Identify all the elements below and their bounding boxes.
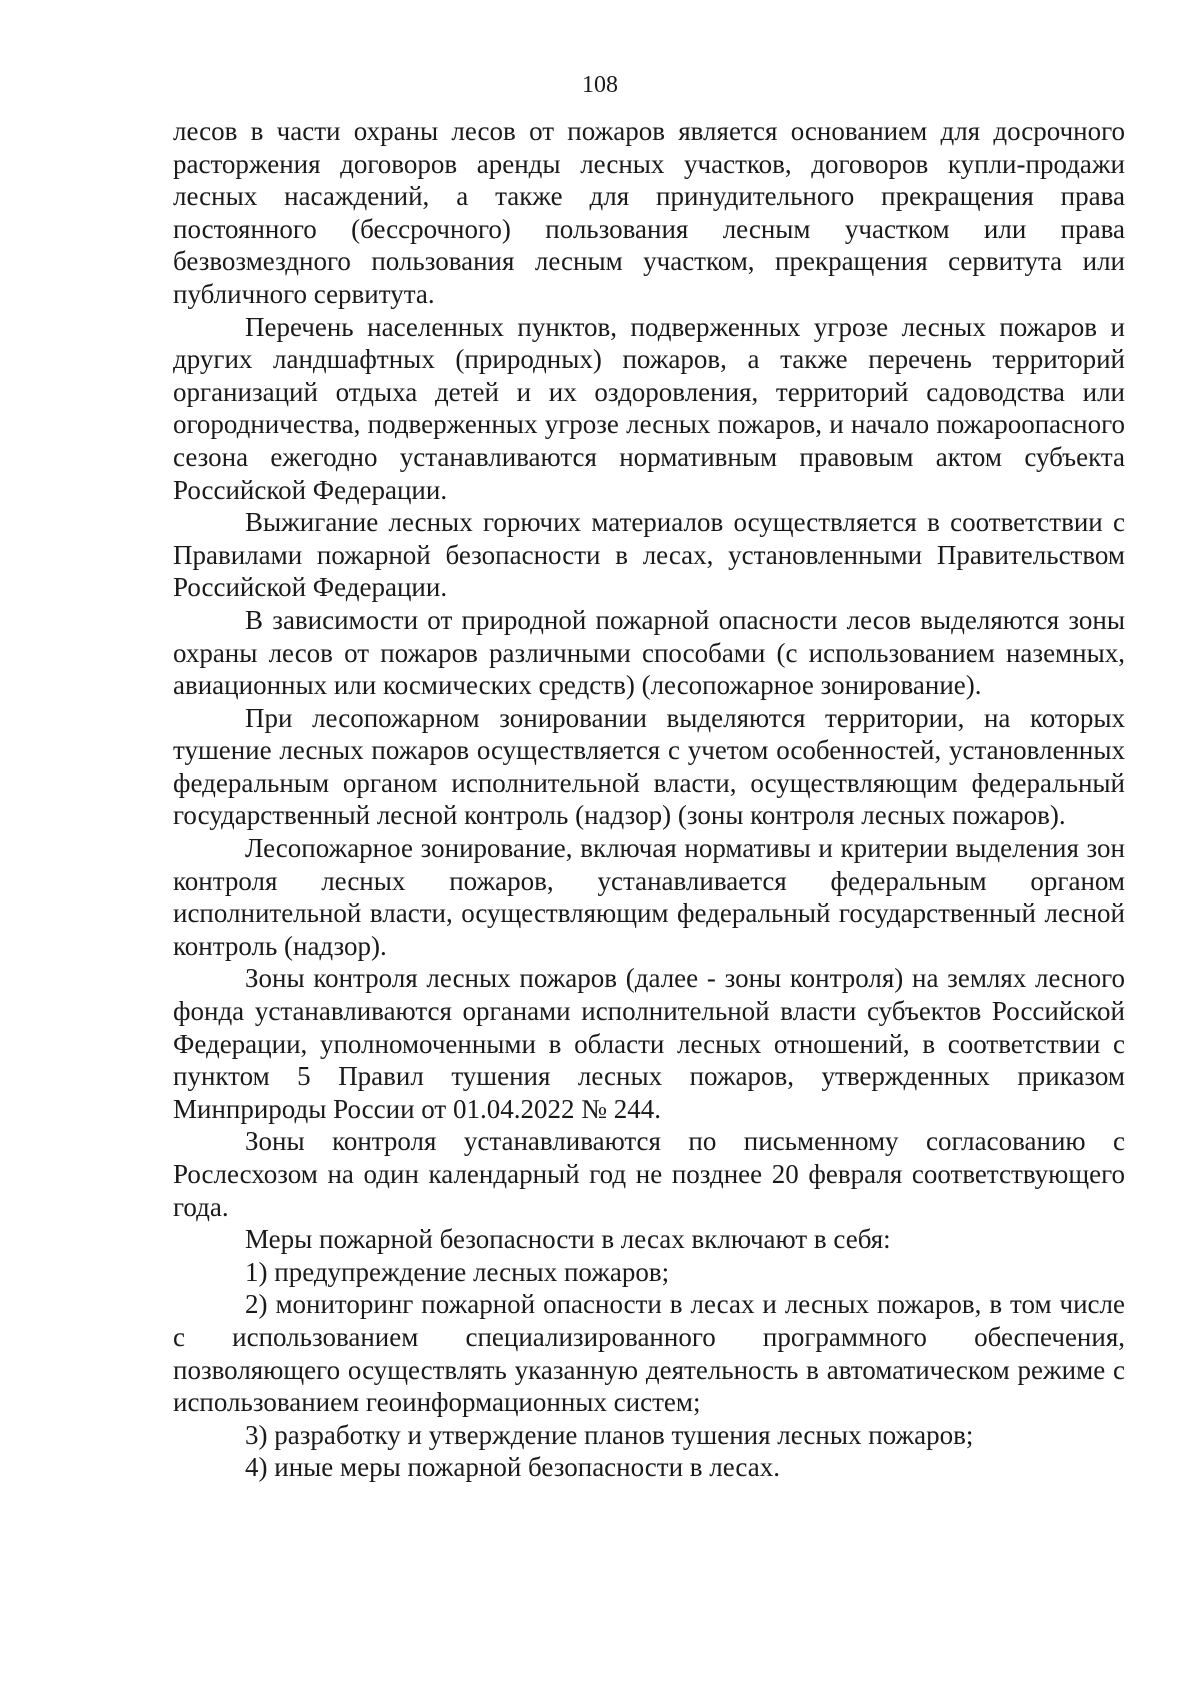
paragraph: Зоны контроля лесных пожаров (далее - зоны контроля) на землях лесного фонда устанавливаются органами исполнительной власти субъектов Российской Федерации, уполномоченными в области лесных отношений, в соответствии с пунктом 5 Правил тушения лесных пожаров, утвержденных приказом Минприроды России от 01.04.2022 № 244. — [173, 963, 1125, 1124]
document-body — [173, 115, 1125, 1484]
page-number: 108 — [582, 72, 618, 98]
list-item: 3) разработку и утверждение планов тушения лесных пожаров; — [245, 1419, 974, 1450]
list-item: 1) предупреждение лесных пожаров; — [245, 1256, 670, 1287]
paragraph: Зоны контроля устанавливаются по письменному согласованию с Рослесхозом на один календарный год не позднее 20 февраля соответствующего года. — [173, 1126, 1125, 1222]
paragraph: лесов в части охраны лесов от пожаров является основанием для досрочного расторжения договоров аренды лесных участков, договоров купли-продажи лесных насаждений, а также для принудительного прекращения права постоянного (бессрочного) пользования лесным участком или права безвозмездного пользования лесным участком, прекращения сервитута или публичного сервитута. — [173, 116, 1125, 309]
paragraph: В зависимости от природной пожарной опасности лесов выделяются зоны охраны лесов от пожаров различными способами (с использованием наземных, авиационных или космических средств) (лесопожарное зонирование). — [173, 604, 1125, 701]
paragraph: Перечень населенных пунктов, подверженных угрозе лесных пожаров и других ландшафтных (природных) пожаров, а также перечень территорий организаций отдыха детей и их оздоровления, территорий садоводства или огородничества, подверженных угрозе лесных пожаров, и начало пожароопасного сезона ежегодно устанавливаются нормативным правовым актом субъекта Российской Федерации. — [173, 311, 1125, 505]
list-item: 4) иные меры пожарной безопасности в лесах. — [245, 1452, 780, 1483]
list-item: 2) мониторинг пожарной опасности в лесах и лесных пожаров, в том числе с использованием специализированного программного обеспечения, позволяющего осуществлять указанную деятельность в автоматическом режиме с использованием геоинформационных систем; — [173, 1289, 1125, 1418]
paragraph: Меры пожарной безопасности в лесах включают в себя: — [245, 1224, 891, 1255]
paragraph: Лесопожарное зонирование, включая нормативы и критерии выделения зон контроля лесных пожаров, устанавливается федеральным органом исполнительной власти, осуществляющим федеральный государственный лесной контроль (надзор). — [173, 833, 1125, 961]
paragraph: При лесопожарном зонировании выделяются территории, на которых тушение лесных пожаров осуществляется с учетом особенностей, установленных федеральным органом исполнительной власти, осуществляющим федеральный государственный лесной контроль (надзор) (зоны контроля лесных пожаров). — [173, 702, 1125, 831]
paragraph: Выжигание лесных горючих материалов осуществляется в соответствии с Правилами пожарной безопасности в лесах, установленными Правительством Российской Федерации. — [173, 507, 1125, 603]
